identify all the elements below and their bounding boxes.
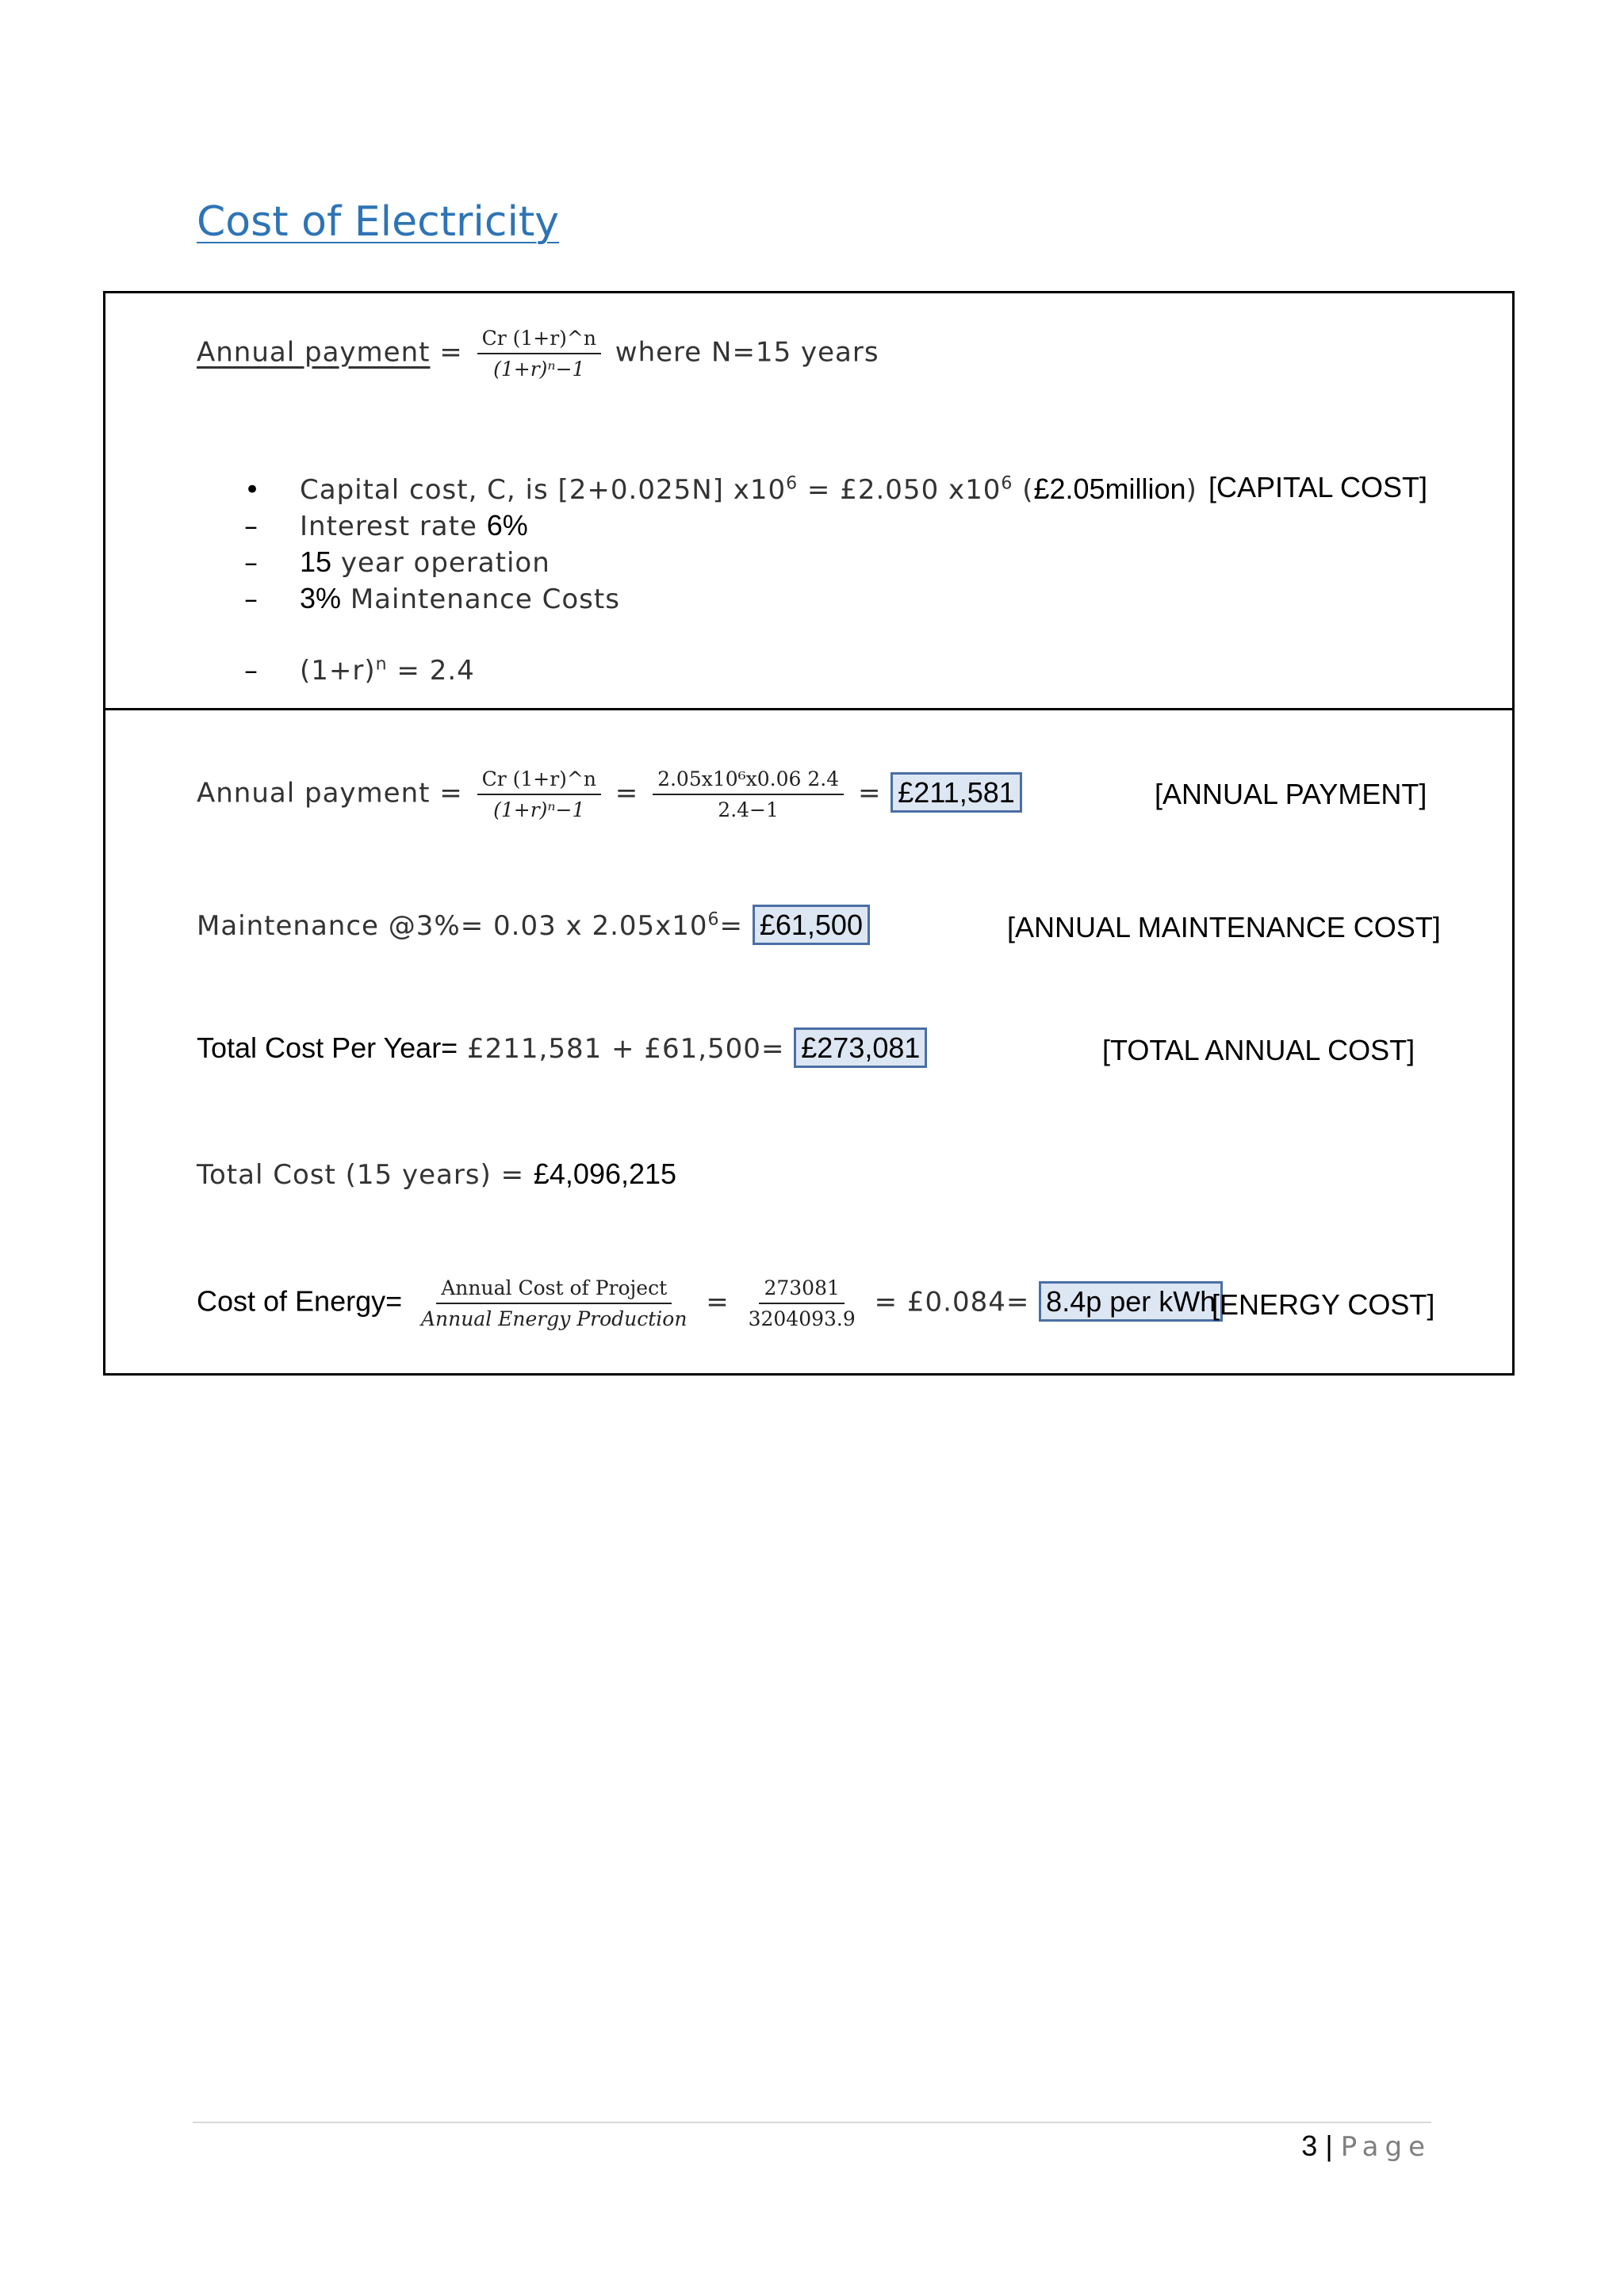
- maintenance-result: £61,500: [753, 905, 870, 945]
- maintenance-calc: Maintenance @3%= 0.03 x $2.05x10^6=$ £61,500: [197, 909, 870, 942]
- calc-fraction: $\frac{\text{2.05x10⁶x0.06 2.4}}{2.4-1}$: [653, 767, 844, 821]
- dash-icon: –: [244, 584, 259, 615]
- annual-payment-result: £211,581: [891, 772, 1021, 813]
- total-cost-label: Total Cost Per Year=: [197, 1031, 458, 1064]
- operation-years-item: – 15 year operation: [244, 545, 550, 579]
- annual-payment-label: Annual payment: [197, 336, 431, 369]
- page-title: Cost of Electricity: [197, 198, 560, 246]
- page-word: Page: [1340, 2131, 1431, 2163]
- formula-fraction: $\frac{Cr (1+r)\^{}n}{\text{(1+r)ⁿ−1}}$: [477, 327, 601, 381]
- growth-factor-item: – $(1+r)^n = 2.4$: [244, 654, 475, 687]
- where-text: where N=15 years: [615, 336, 879, 369]
- energy-fraction: $\frac{\text{Annual Cost of Project}}{\text{Annual Energy Production}}$: [420, 1276, 688, 1330]
- footer-divider: [193, 2122, 1431, 2123]
- energy-cost-result: 8.4p per kWh: [1039, 1281, 1223, 1322]
- maintenance-tag: [ANNUAL MAINTENANCE COST]: [1007, 911, 1441, 943]
- total-cost-result: £273,081: [794, 1027, 927, 1068]
- cost-of-energy: Cost of Energy= $\frac{\text{Annual Cost of Project}}{\text{Annual Energy Production}}$ = $\frac{273081}{3204093.9}$ = £0.084= 8.4p per kWh: [197, 1276, 1223, 1330]
- capital-cost-tag: [CAPITAL COST]: [1208, 471, 1428, 503]
- page-number: 3: [1301, 2130, 1318, 2162]
- bullet-icon: •: [244, 474, 262, 506]
- total-cost-15-years: Total Cost (15 years) = £4,096,215: [197, 1158, 677, 1191]
- formula-fraction: $\frac{Cr (1+r)\^{}n}{\text{(1+r)ⁿ−1}}$: [477, 767, 601, 821]
- maintenance-item: – 3% Maintenance Costs: [244, 582, 620, 615]
- energy-cost-tag: [ENERGY COST]: [1212, 1288, 1435, 1321]
- energy-value-fraction: $\frac{273081}{3204093.9}$: [748, 1276, 856, 1330]
- page-footer: 3 | Page: [1301, 2130, 1431, 2163]
- dash-icon: –: [244, 655, 259, 687]
- total-cost-per-year: Total Cost Per Year= £211,581 + £61,500= £273,081: [197, 1031, 927, 1065]
- capital-cost-item: • Capital cost, C, is [2+0.025N] $x10^6$ = £2.050 $x10^6$ (£2.05million): [244, 473, 1197, 506]
- interest-rate-item: – Interest rate 6%: [244, 509, 528, 542]
- annual-payment-tag: [ANNUAL PAYMENT]: [1155, 778, 1427, 810]
- cost-of-energy-label: Cost of Energy=: [197, 1284, 403, 1318]
- total-cost-tag: [TOTAL ANNUAL COST]: [1102, 1034, 1415, 1066]
- dash-icon: –: [244, 547, 259, 579]
- annual-payment-calc: Annual payment = $\frac{Cr (1+r)\^{}n}{\text{(1+r)ⁿ−1}}$ = $\frac{\text{2.05x10⁶x0.06 2.4}}{2.4-1}$ = £211,581: [197, 767, 1022, 821]
- annual-payment-formula: Annual payment = $\frac{Cr (1+r)\^{}n}{\text{(1+r)ⁿ−1}}$ where N=15 years: [197, 327, 879, 381]
- dash-icon: –: [244, 511, 259, 542]
